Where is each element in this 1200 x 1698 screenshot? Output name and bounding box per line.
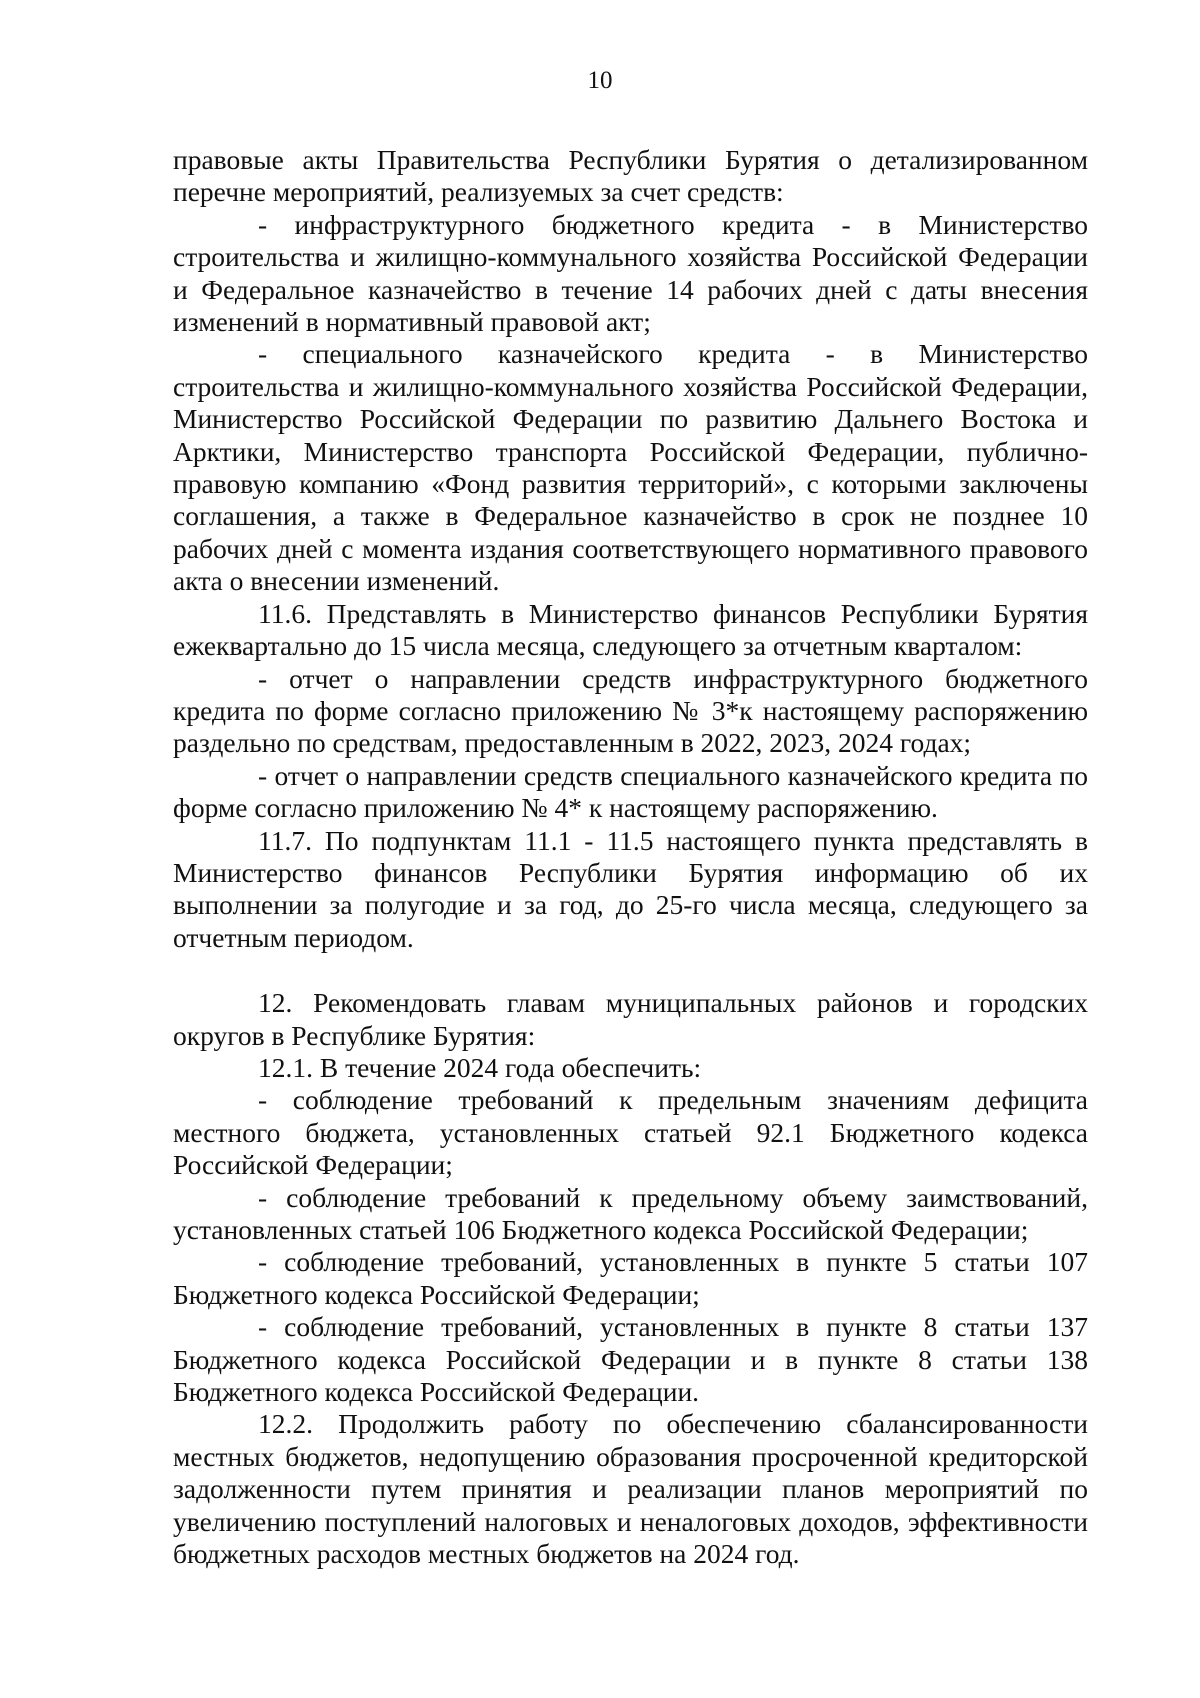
paragraph: - отчет о направлении средств инфраструктурного бюджетного кредита по форме согласно приложению № 3*к настоящему распоряжению раздельно по средствам, предоставленным в 2022, 2023, 2024 годах; [173,662,1088,759]
paragraph: 12.2. Продолжить работу по обеспечению сбалансированности местных бюджетов, недопущению образования просроченной кредиторской задолженности путем принятия и реализации планов мероприятий по увеличению поступлений налоговых и неналоговых доходов, эффективности бюджетных расходов местных бюджетов на 2024 год. [173,1408,1088,1570]
paragraph: - инфраструктурного бюджетного кредита - в Министерство строительства и жилищно-коммунального хозяйства Российской Федерации и Федеральное казначейство в течение 14 рабочих дней с даты внесения изменений в нормативный правовой акт; [173,208,1088,338]
paragraph: 12. Рекомендовать главам муниципальных районов и городских округов в Республике Бурятия: [173,987,1088,1051]
paragraph: 11.7. По подпунктам 11.1 - 11.5 настоящего пункта представлять в Министерство финансов Республики Бурятия информацию об их выполнении за полугодие и за год, до 25-го числа месяца, следующего за отчетным периодом. [173,824,1088,953]
paragraph: 11.6. Представлять в Министерство финансов Республики Бурятия ежеквартально до 15 числа месяца, следующего за отчетным кварталом: [173,597,1088,662]
paragraph: - соблюдение требований к предельным значениям дефицита местного бюджета, установленных статьей 92.1 Бюджетного кодекса Российской Федерации; [173,1084,1088,1181]
paragraph: - соблюдение требований, установленных в пункте 5 статьи 107 Бюджетного кодекса Российской Федерации; [173,1246,1088,1310]
paragraph: 12.1. В течение 2024 года обеспечить: [258,1051,702,1083]
page-number: 10 [587,67,613,94]
paragraph: - соблюдение требований к предельному объему заимствований, установленных статьей 106 Бюджетного кодекса Российской Федерации; [173,1181,1088,1245]
paragraph: - соблюдение требований, установленных в пункте 8 статьи 137 Бюджетного кодекса Российской Федерации и в пункте 8 статьи 138 Бюджетного кодекса Российской Федерации. [173,1311,1088,1408]
paragraph: - отчет о направлении средств специального казначейского кредита по форме согласно приложению № 4* к настоящему распоряжению. [173,759,1088,824]
paragraph: правовые акты Правительства Республики Бурятия о детализированном перечне мероприятий, реализуемых за счет средств: [173,144,1088,208]
paragraph: - специального казначейского кредита - в Министерство строительства и жилищно-коммунального хозяйства Российской Федерации, Министерство Российской Федерации по развитию Дальнего Востока и Арктики, Министерство транспорта Российской Федерации, публично-правовую компанию «Фонд развития территорий», с которыми заключены соглашения, а также в Федеральное казначейство в срок не позднее 10 рабочих дней с момента издания соответствующего нормативного правового акта о внесении изменений. [173,338,1088,597]
document-body [173,144,1088,1570]
